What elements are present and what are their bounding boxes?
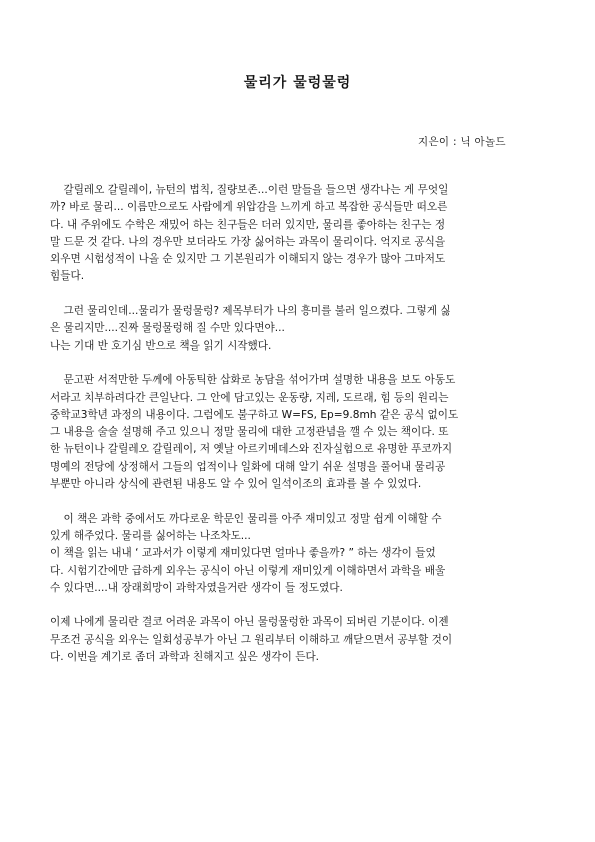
paragraph-line: 무조건 공식을 외우는 일회성공부가 아닌 그 원리부터 이해하고 깨닫으면서 공부할 것이 [50, 633, 453, 646]
paragraph-line: 말 드문 것 같다. 나의 경우만 보더라도 가장 싫어하는 과목이 물리이다. 억지로 공식을 [50, 235, 446, 248]
paragraph-line: 서라고 치부하려다간 큰일난다. 그 안에 담고있는 운동량, 지레, 도르래, 힘 등의 원리는 [50, 391, 449, 404]
paragraph-line: 다. 내 주위에도 수학은 재밌어 하는 친구들은 더러 있지만, 물리를 좋아하는 친구는 정 [50, 218, 446, 231]
paragraph-line: 외우면 시험성적이 나올 순 있지만 그 기본원리가 이해되지 않는 경우가 많아 그마저도 [50, 253, 446, 266]
body-paragraph [50, 303, 546, 355]
paragraph-line: 중학교3학년 과정의 내용이다. 그럼에도 불구하고 W=FS, Ep=9.8mh 같은 공식 없이도 [50, 408, 459, 421]
paragraph-line: 그 내용을 술술 설명해 주고 있으니 정말 물리에 대한 고정관념을 깰 수 있는 책이다. 또 [50, 426, 449, 439]
body-paragraph [50, 614, 546, 666]
paragraph-line: 이 책을 읽는 내내 ‘ 교과서가 이렇게 재미있다면 얼마나 좋을까? ” 하는 생각이 들었 [50, 547, 436, 560]
paragraph-line: 은 물리지만....진짜 물렁물렁해 질 수만 있다면야... [50, 322, 285, 335]
paragraph-line: 문고판 서적만한 두께에 아동틱한 삽화로 농담을 섞어가며 설명한 내용을 보도 아동도 [50, 374, 456, 387]
paragraph-line: 힘들다. [50, 270, 85, 283]
paragraph-line: 이 책은 과학 중에서도 까다로운 학문인 물리를 아주 재미있고 정말 쉽게 이해할 수 [50, 512, 442, 525]
paragraph-line: 수 있다면....내 장래희망이 과학자였을거란 생각이 들 정도였다. [50, 581, 343, 594]
document-body [50, 182, 546, 684]
author-line: 지은이 : 닉 아놀드 [418, 136, 506, 148]
body-paragraph [50, 372, 546, 493]
paragraph-line: 명예의 전당에 상정해서 그들의 업적이나 일화에 대해 알기 쉬운 설명을 풀어내 물리공 [50, 460, 446, 473]
paragraph-line: 있게 해주었다. 물리를 싫어하는 나조차도... [50, 529, 251, 542]
paragraph-line: 부뿐만 아니라 상식에 관련된 내용도 알 수 있어 일석이조의 효과를 볼 수 있었다. [50, 478, 422, 491]
document-title: 물리가 물렁물렁 [243, 75, 352, 91]
paragraph-line: 갈릴레오 갈릴레이, 뉴턴의 법칙, 질량보존...이런 말들을 들으면 생각나는 게 무엇일 [50, 184, 449, 196]
paragraph-line: 한 뉴턴이나 갈릴레오 갈릴레이, 저 옛날 아르키메데스와 진자실험으로 유명한 푸코까지 [50, 443, 453, 456]
paragraph-line: 나는 기대 반 호기심 반으로 책을 읽기 시작했다. [50, 339, 272, 352]
paragraph-line: 다. 시험기간에만 급하게 외우는 공식이 아닌 이렇게 재미있게 이해하면서 과학을 배울 [50, 564, 446, 577]
body-paragraph [50, 182, 546, 286]
paragraph-line: 까? 바로 물리... 이름만으로도 사람에게 위압감을 느끼게 하고 복잡한 공식들만 떠오른 [50, 201, 448, 214]
paragraph-line: 다. 이번을 계기로 좀더 과학과 친해지고 싶은 생각이 든다. [50, 651, 320, 664]
paragraph-line: 이제 나에게 물리란 결코 어려운 과목이 아닌 물렁물렁한 과목이 되버린 기분이다. 이젠 [50, 616, 449, 629]
body-paragraph [50, 511, 546, 597]
paragraph-line: 그런 물리인데...물리가 물렁물렁? 제목부터가 나의 흥미를 불러 일으켰다. 그렇게 싫 [50, 305, 451, 318]
